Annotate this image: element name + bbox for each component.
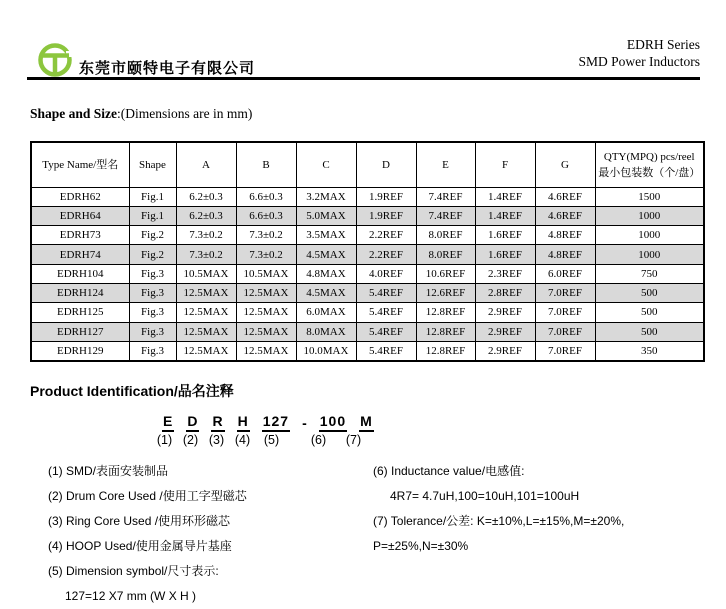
table-cell: 1.9REF bbox=[356, 187, 416, 206]
col-header-b: B bbox=[236, 142, 296, 187]
col-header-shape: Shape bbox=[129, 142, 176, 187]
table-cell: 7.4REF bbox=[416, 206, 475, 225]
table-cell: 2.9REF bbox=[475, 341, 535, 360]
table-cell: 4.6REF bbox=[535, 187, 595, 206]
table-cell: 500 bbox=[595, 322, 704, 341]
position-label: (2) bbox=[182, 433, 199, 447]
table-cell: 12.5MAX bbox=[176, 322, 236, 341]
table-cell: EDRH127 bbox=[31, 322, 129, 341]
table-cell: 1.4REF bbox=[475, 187, 535, 206]
part-number-segment: E bbox=[162, 413, 174, 432]
table-cell: 5.4REF bbox=[356, 322, 416, 341]
table-cell: 4.8REF bbox=[535, 226, 595, 245]
company-name: 东莞市颐特电子有限公司 bbox=[79, 61, 256, 77]
table-cell: Fig.3 bbox=[129, 283, 176, 302]
note-line: (4) HOOP Used/使用金属导片基座 bbox=[48, 539, 232, 553]
table-cell: 10.6REF bbox=[416, 264, 475, 283]
table-cell: 5.4REF bbox=[356, 341, 416, 360]
col-header-c: C bbox=[296, 142, 356, 187]
table-cell: 7.3±0.2 bbox=[236, 226, 296, 245]
note-line: P=±25%,N=±30% bbox=[373, 539, 469, 553]
shape-size-heading bbox=[30, 106, 252, 122]
note-line: (2) Drum Core Used /使用工字型磁芯 bbox=[48, 489, 247, 503]
table-cell: EDRH124 bbox=[31, 283, 129, 302]
table-cell: 2.3REF bbox=[475, 264, 535, 283]
table-cell: 10.5MAX bbox=[176, 264, 236, 283]
table-cell: 6.2±0.3 bbox=[176, 206, 236, 225]
table-cell: 2.2REF bbox=[356, 245, 416, 264]
table-cell: 3.5MAX bbox=[296, 226, 356, 245]
table-cell: 7.3±0.2 bbox=[236, 245, 296, 264]
table-cell: 7.0REF bbox=[535, 283, 595, 302]
table-cell: 1.6REF bbox=[475, 226, 535, 245]
table-cell: 1.9REF bbox=[356, 206, 416, 225]
series-title: EDRH Series bbox=[626, 37, 700, 52]
col-header-e: E bbox=[416, 142, 475, 187]
note-line: (3) Ring Core Used /使用环形磁芯 bbox=[48, 514, 231, 528]
table-cell: 10.5MAX bbox=[236, 264, 296, 283]
part-number-segment: 127 bbox=[262, 413, 290, 432]
product-line-title: SMD Power Inductors bbox=[578, 54, 700, 69]
table-cell: 12.5MAX bbox=[176, 341, 236, 360]
position-label: (5) bbox=[263, 433, 280, 447]
part-number-dash: - bbox=[302, 415, 307, 431]
table-cell: 12.5MAX bbox=[236, 322, 296, 341]
table-row bbox=[31, 322, 704, 341]
notes-column-right bbox=[373, 459, 703, 559]
col-header-qty bbox=[595, 142, 704, 187]
table-cell: 10.0MAX bbox=[296, 341, 356, 360]
table-cell: 7.3±0.2 bbox=[176, 245, 236, 264]
col-header-qty-line1: QTY(MPQ) pcs/reel bbox=[603, 150, 695, 163]
part-number-segment: H bbox=[237, 413, 250, 432]
table-cell: Fig.3 bbox=[129, 341, 176, 360]
table-cell: Fig.2 bbox=[129, 226, 176, 245]
table-cell: 12.8REF bbox=[416, 341, 475, 360]
position-label: (3) bbox=[208, 433, 225, 447]
col-header-qty-line2: 最小包装数（个/盘） bbox=[598, 166, 701, 179]
table-cell: 4.6REF bbox=[535, 206, 595, 225]
table-cell: Fig.3 bbox=[129, 322, 176, 341]
table-row bbox=[31, 187, 704, 206]
table-cell: EDRH129 bbox=[31, 341, 129, 360]
table-header-row bbox=[31, 142, 704, 187]
col-header-a: A bbox=[176, 142, 236, 187]
table-row bbox=[31, 264, 704, 283]
note-line: (1) SMD/表面安装制品 bbox=[48, 464, 169, 478]
col-header-g: G bbox=[535, 142, 595, 187]
shape-size-heading-rest: :(Dimensions are in mm) bbox=[117, 106, 253, 121]
part-number-segment: 100 bbox=[319, 413, 347, 432]
table-cell: 6.0REF bbox=[535, 264, 595, 283]
table-cell: EDRH62 bbox=[31, 187, 129, 206]
table-cell: Fig.2 bbox=[129, 245, 176, 264]
table-cell: 7.0REF bbox=[535, 322, 595, 341]
position-label: (6) bbox=[310, 433, 327, 447]
note-line: (7) Tolerance/公差: K=±10%,L=±15%,M=±20%, bbox=[373, 514, 625, 528]
table-row bbox=[31, 283, 704, 302]
table-cell: 7.4REF bbox=[416, 187, 475, 206]
table-cell: EDRH73 bbox=[31, 226, 129, 245]
dimensions-table-wrap bbox=[30, 141, 705, 362]
table-cell: 500 bbox=[595, 283, 704, 302]
table-cell: 2.9REF bbox=[475, 303, 535, 322]
col-header-f: F bbox=[475, 142, 535, 187]
table-cell: 12.8REF bbox=[416, 303, 475, 322]
table-cell: 12.5MAX bbox=[176, 303, 236, 322]
table-cell: 2.9REF bbox=[475, 322, 535, 341]
table-cell: 12.8REF bbox=[416, 322, 475, 341]
table-cell: 2.2REF bbox=[356, 226, 416, 245]
table-cell: 1000 bbox=[595, 245, 704, 264]
table-cell: 4.8REF bbox=[535, 245, 595, 264]
table-cell: 8.0REF bbox=[416, 226, 475, 245]
table-cell: 4.8MAX bbox=[296, 264, 356, 283]
header-divider bbox=[27, 77, 700, 80]
part-number-code bbox=[162, 413, 374, 432]
table-cell: 7.0REF bbox=[535, 303, 595, 322]
table-cell: 3.2MAX bbox=[296, 187, 356, 206]
table-cell: 750 bbox=[595, 264, 704, 283]
table-cell: 350 bbox=[595, 341, 704, 360]
table-cell: EDRH74 bbox=[31, 245, 129, 264]
table-cell: 7.0REF bbox=[535, 341, 595, 360]
col-header-type: Type Name/型名 bbox=[31, 142, 129, 187]
table-cell: 8.0MAX bbox=[296, 322, 356, 341]
table-cell: 5.4REF bbox=[356, 303, 416, 322]
table-cell: 6.0MAX bbox=[296, 303, 356, 322]
table-cell: EDRH125 bbox=[31, 303, 129, 322]
table-cell: 6.6±0.3 bbox=[236, 206, 296, 225]
position-label: (4) bbox=[234, 433, 251, 447]
company-logo-icon bbox=[37, 41, 73, 77]
table-cell: 6.6±0.3 bbox=[236, 187, 296, 206]
table-cell: 12.6REF bbox=[416, 283, 475, 302]
table-cell: 7.3±0.2 bbox=[176, 226, 236, 245]
table-cell: 8.0REF bbox=[416, 245, 475, 264]
table-cell: 12.5MAX bbox=[236, 341, 296, 360]
shape-size-heading-bold: Shape and Size bbox=[30, 106, 118, 121]
table-row bbox=[31, 303, 704, 322]
table-cell: 1000 bbox=[595, 226, 704, 245]
note-line: (6) Inductance value/电感值: bbox=[373, 464, 525, 478]
table-cell: Fig.3 bbox=[129, 264, 176, 283]
table-cell: 1000 bbox=[595, 206, 704, 225]
col-header-d: D bbox=[356, 142, 416, 187]
position-label: (1) bbox=[156, 433, 173, 447]
product-identification-heading: Product Identification/品名注释 bbox=[30, 383, 234, 399]
note-line: 127=12 X7 mm (W X H ) bbox=[65, 589, 197, 603]
table-cell: 2.8REF bbox=[475, 283, 535, 302]
table-cell: 1.6REF bbox=[475, 245, 535, 264]
table-row bbox=[31, 245, 704, 264]
header-series-block bbox=[579, 36, 701, 70]
note-line: (5) Dimension symbol/尺寸表示: bbox=[48, 564, 219, 578]
table-body bbox=[31, 187, 704, 361]
table-cell: EDRH104 bbox=[31, 264, 129, 283]
note-line: 4R7= 4.7uH,100=10uH,101=100uH bbox=[390, 489, 580, 503]
table-cell: 1500 bbox=[595, 187, 704, 206]
part-number-segment: M bbox=[359, 413, 374, 432]
table-cell: Fig.1 bbox=[129, 187, 176, 206]
table-cell: 12.5MAX bbox=[176, 283, 236, 302]
table-cell: 5.4REF bbox=[356, 283, 416, 302]
table-cell: 4.0REF bbox=[356, 264, 416, 283]
table-cell: 12.5MAX bbox=[236, 303, 296, 322]
part-number-segment: D bbox=[186, 413, 199, 432]
table-row bbox=[31, 226, 704, 245]
table-cell: 500 bbox=[595, 303, 704, 322]
position-label: (7) bbox=[345, 433, 362, 447]
table-cell: Fig.1 bbox=[129, 206, 176, 225]
notes-column-left bbox=[48, 459, 368, 609]
part-number-positions bbox=[155, 433, 363, 447]
table-cell: 1.4REF bbox=[475, 206, 535, 225]
table-cell: 5.0MAX bbox=[296, 206, 356, 225]
table-row bbox=[31, 206, 704, 225]
table-cell: 4.5MAX bbox=[296, 245, 356, 264]
table-cell: EDRH64 bbox=[31, 206, 129, 225]
dimensions-table bbox=[30, 141, 705, 362]
table-cell: 6.2±0.3 bbox=[176, 187, 236, 206]
table-cell: 12.5MAX bbox=[236, 283, 296, 302]
part-number-segment: R bbox=[211, 413, 224, 432]
table-row bbox=[31, 341, 704, 360]
table-cell: Fig.3 bbox=[129, 303, 176, 322]
table-cell: 4.5MAX bbox=[296, 283, 356, 302]
